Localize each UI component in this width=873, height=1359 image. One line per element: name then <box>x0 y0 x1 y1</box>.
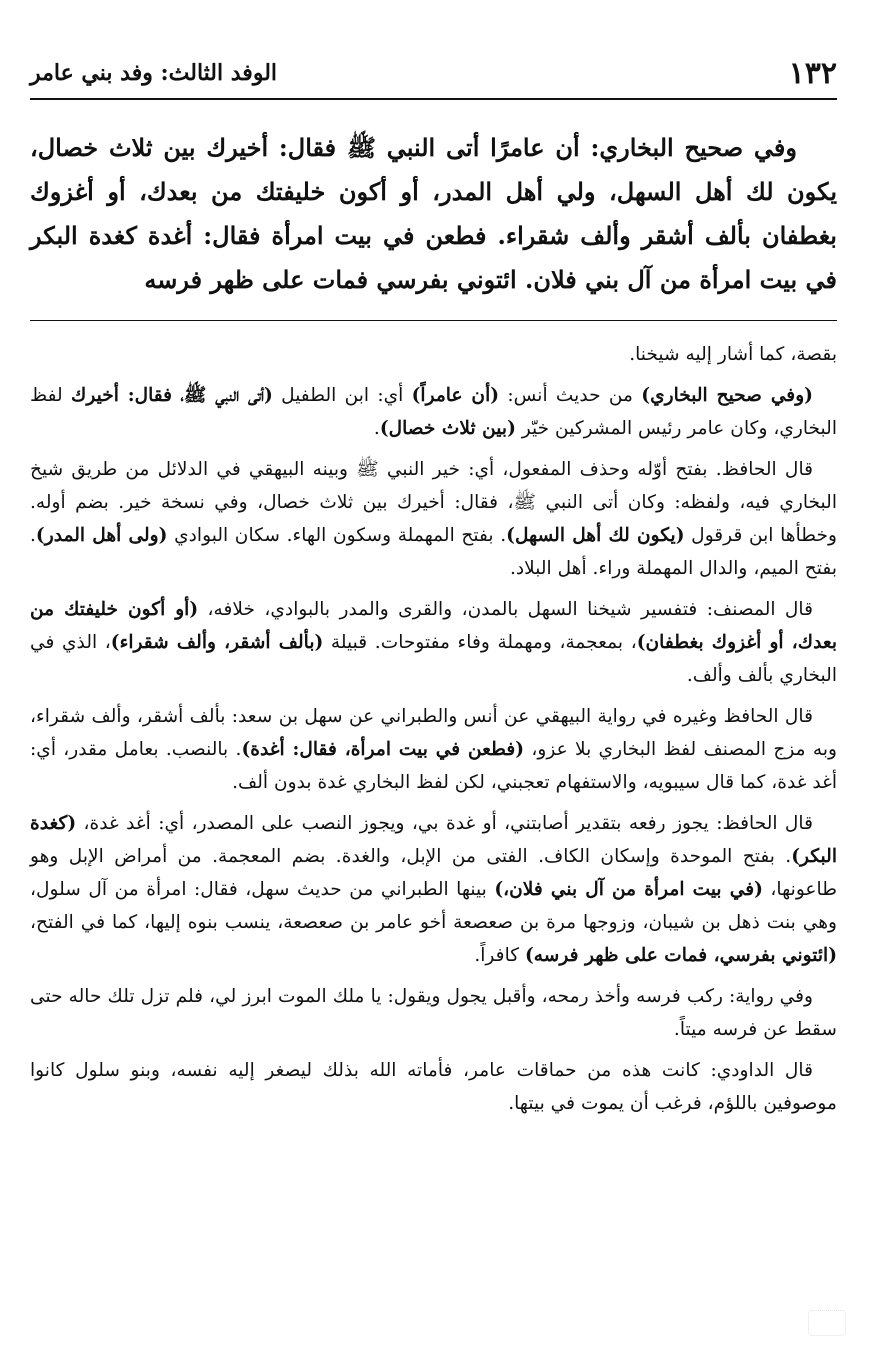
commentary-text: قال الحافظ وغيره في رواية البيهقي عن أنس والطبراني عن سهل بن سعد: بألف أشقر، وألف شقراء، وبه مزج المصنف لفظ البخاري بلا عزو، <box>30 706 838 760</box>
running-title: الوفد الثالث: وفد بني عامر <box>30 60 278 86</box>
commentary-paragraph <box>30 700 837 799</box>
quoted-text: (في بيت امرأة من آل بني فلان،) <box>494 879 763 900</box>
commentary-text: بينها الطبراني من حديث سهل، فقال: امرأة من آل سلول، وهي بنت ذهل بن شيبان، وزوجها مرة بن صعصعة أخو عامر بن صعصعة، ينسب بنوه إليها، كما في الفتح، <box>30 879 837 933</box>
quoted-text: (فطعن في بيت امرأة، فقال: أغدة) <box>241 739 525 760</box>
commentary-text: قال المصنف: فتفسير شيخنا السهل بالمدن، والقرى والمدر بالبوادي، خلافه، <box>198 599 813 620</box>
commentary-paragraph: وفي رواية: ركب فرسه وأخذ رمحه، وأقبل يجول ويقول: يا ملك الموت ابرز لي، فلم تزل تلك حاله حتى سقط عن فرسه ميتاً. <box>30 986 837 1040</box>
commentary-text: . بفتح المهملة وسكون الهاء. سكان البوادي <box>167 525 507 546</box>
commentary-text: ، بمعجمة، ومهملة وفاء مفتوحات. قبيلة <box>323 632 637 653</box>
quoted-text: (أو أكون خليفتك من بعدك، أو أغزوك بغطفان) <box>30 599 838 653</box>
commentary-text: أي: ابن الطفيل <box>272 385 412 406</box>
quoted-text: (ولى أهل المدر) <box>35 525 168 546</box>
commentary-paragraph <box>30 593 837 692</box>
commentary-paragraph <box>30 807 837 972</box>
commentary-paragraph: قال الداودي: كانت هذه من حماقات عامر، فأماته الله بذلك ليصغر إليه نفسه، وبنو سلول كانوا موصوفين باللؤم، فرغب أن يموت في بيتها. <box>30 1060 837 1114</box>
commentary-text: . بفتح الميم، والدال المهملة وراء. أهل البلاد. <box>30 525 837 579</box>
commentary-text: لفظ البخاري، وكان عامر رئيس المشركين خيّر <box>30 385 837 439</box>
main-text-paragraph: وفي صحيح البخاري: أن عامرًا أتى النبي ﷺ فقال: أخيرك بين ثلاث خصال، يكون لك أهل السهل، ولي أهل المدر، أو أكون خليفتك من بعدك، أو أغزوك بغطفان بألف أشقر وألف شقراء. فطعن في بيت امرأة فقال: أغدة كغدة البكر في بيت امرأة من آل بني فلان. ائتوني بفرسي فمات على ظهر فرسه <box>30 133 837 294</box>
commentary-text: . بالنصب. بعامل مقدر، أي: أغد غدة، كما قال سيبويه، والاستفهام تعجبني، لكن لفظ البخاري غدة بدون ألف. <box>30 739 837 793</box>
quoted-text: (أتى النبي ﷺ، <box>180 385 273 406</box>
quoted-text: (أن عامراً) <box>411 385 500 406</box>
quoted-text: (وفي صحيح البخاري) <box>641 385 813 406</box>
commentary <box>30 338 837 1128</box>
header-rule <box>30 98 837 100</box>
page-number: ١٣٢ <box>788 55 837 91</box>
quoted-text: (بين ثلاث خصال) <box>379 418 516 439</box>
quoted-text: (بألف أشقر، وألف شقراء) <box>110 632 324 653</box>
quoted-text: (يكون لك أهل السهل) <box>506 525 685 546</box>
quoted-text: (ائتوني بفرسي، فمات على ظهر فرسه) <box>525 945 837 966</box>
main-text <box>30 126 837 302</box>
quoted-text: فقال: أخيرك <box>71 385 173 406</box>
commentary-text: . بفتح الموحدة وإسكان الكاف. الفتى من الإبل، والغدة. بضم المعجمة. من أمراض الإبل وهو طاعونها، <box>30 846 837 900</box>
page-header <box>30 50 837 96</box>
commentary-paragraph <box>30 379 837 445</box>
footnote-separator <box>30 320 837 321</box>
commentary-text: كافراً. <box>474 945 525 966</box>
commentary-text: قال الحافظ. بفتح أوّله وحذف المفعول، أي: خير النبي ﷺ وبينه البيهقي في الدلائل من طريق شيخ البخاري فيه، ولفظه: وكان أتى النبي ﷺ، فقال: أخيرك بين ثلاث خصال، وفي نسخة خير. بضم أوله. وخطأها ابن قرقول <box>30 459 837 546</box>
commentary-paragraph: بقصة، كما أشار إليه شيخنا. <box>629 344 837 365</box>
commentary-text: قال الحافظ: يجوز رفعه بتقدير أصابتني، أو غدة بي، ويجوز النصب على المصدر، أي: أغد غدة، <box>76 813 813 834</box>
commentary-text: ، الذي في البخاري بألف وألف. <box>30 632 837 686</box>
commentary-text: . <box>373 418 380 439</box>
commentary-text: من حديث أنس: <box>499 385 642 406</box>
library-stamp <box>808 1310 846 1336</box>
commentary-paragraph <box>30 453 837 585</box>
quoted-text: (كغدة البكر) <box>30 813 837 867</box>
